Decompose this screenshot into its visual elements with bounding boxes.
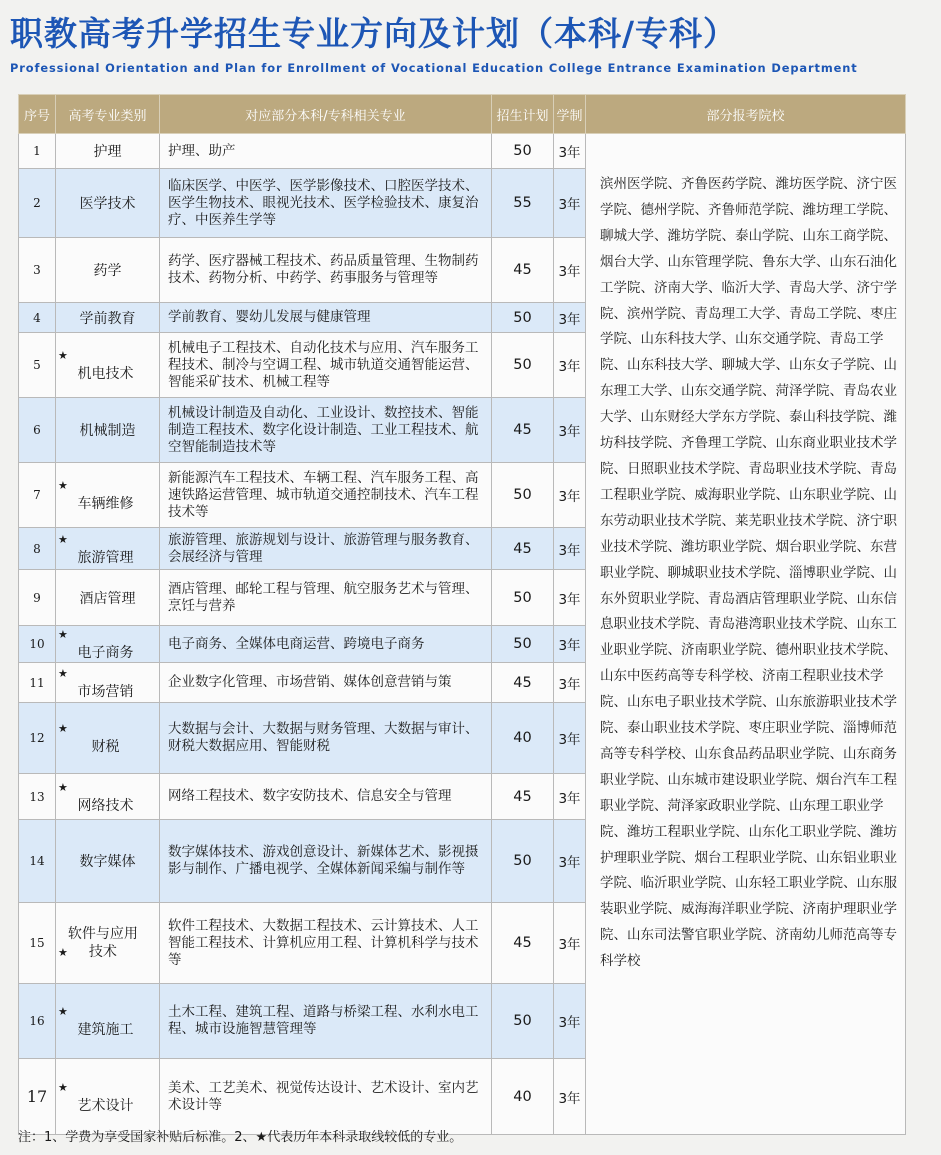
row-majors: 电子商务、全媒体电商运营、跨境电子商务	[160, 626, 492, 663]
row-plan: 50	[492, 626, 554, 663]
row-majors: 美术、工艺美术、视觉传达设计、艺术设计、室内艺术设计等	[160, 1059, 492, 1135]
row-majors: 机械设计制造及自动化、工业设计、数控技术、智能制造工程技术、数字化设计制造、工业工程技术、航空智能制造技术等	[160, 398, 492, 463]
row-plan: 50	[492, 463, 554, 528]
row-category	[56, 1059, 160, 1135]
category-label: 艺术设计	[77, 1097, 134, 1114]
row-plan: 45	[492, 774, 554, 820]
row-category	[56, 333, 160, 398]
page-subtitle: Professional Orientation and Plan for Enrollment of Vocational Education College Entrance Examination Department	[10, 61, 858, 75]
row-plan: 50	[492, 984, 554, 1059]
row-category	[56, 663, 160, 703]
row-years: 3年	[554, 398, 586, 463]
row-majors: 大数据与会计、大数据与财务管理、大数据与审计、财税大数据应用、智能财税	[160, 703, 492, 774]
footnote: 注：1、学费为享受国家补贴后标准。2、★代表历年本科录取线较低的专业。	[18, 1130, 463, 1145]
category-label: 建筑施工	[77, 1022, 134, 1038]
row-number: 11	[19, 663, 56, 703]
row-majors: 护理、助产	[160, 134, 492, 169]
category-label: 机电技术	[77, 366, 134, 382]
row-years: 3年	[554, 820, 586, 903]
row-majors: 新能源汽车工程技术、车辆工程、汽车服务工程、高速铁路运营管理、城市轨道交通控制技术、汽车工程技术等	[160, 463, 492, 528]
row-majors: 网络工程技术、数字安防技术、信息安全与管理	[160, 774, 492, 820]
row-majors: 药学、医疗器械工程技术、药品质量管理、生物制药技术、药物分析、中药学、药事服务与管理等	[160, 238, 492, 303]
header-category: 高考专业类别	[56, 95, 160, 134]
row-category	[56, 703, 160, 774]
row-category	[56, 626, 160, 663]
page-title: 职教高考升学招生专业方向及计划（本科/专科）	[10, 14, 738, 53]
row-plan: 45	[492, 238, 554, 303]
category-label: 电子商务	[77, 645, 134, 661]
row-majors: 临床医学、中医学、医学影像技术、口腔医学技术、医学生物技术、眼视光技术、医学检验技术、康复治疗、中医养生学等	[160, 169, 492, 238]
row-category	[56, 134, 160, 169]
row-majors: 土木工程、建筑工程、道路与桥梁工程、水利水电工程、城市设施智慧管理等	[160, 984, 492, 1059]
category-label: 学前教育	[79, 310, 136, 327]
row-plan: 50	[492, 303, 554, 333]
star-icon: ★	[58, 628, 68, 641]
row-number: 9	[19, 570, 56, 626]
row-years: 3年	[554, 663, 586, 703]
header-majors: 对应部分本科/专科相关专业	[160, 95, 492, 134]
row-category	[56, 903, 160, 984]
row-years: 3年	[554, 333, 586, 398]
row-majors: 酒店管理、邮轮工程与管理、航空服务艺术与管理、烹饪与营养	[160, 570, 492, 626]
star-icon: ★	[58, 1080, 68, 1094]
category-label: 旅游管理	[77, 549, 134, 566]
row-category	[56, 398, 160, 463]
row-category	[56, 169, 160, 238]
star-icon: ★	[58, 666, 68, 680]
row-number: 2	[19, 169, 56, 238]
category-label: 财税	[91, 739, 120, 755]
row-plan: 50	[492, 570, 554, 626]
header-schools: 部分报考院校	[586, 95, 906, 134]
row-plan: 50	[492, 820, 554, 903]
row-majors: 企业数字化管理、市场营销、媒体创意营销与策	[160, 663, 492, 703]
row-years: 3年	[554, 774, 586, 820]
row-years: 3年	[554, 626, 586, 663]
row-plan: 45	[492, 663, 554, 703]
row-years: 3年	[554, 528, 586, 570]
row-number: 5	[19, 333, 56, 398]
row-majors: 旅游管理、旅游规划与设计、旅游管理与服务教育、会展经济与管理	[160, 528, 492, 570]
category-label: 软件与应用技术	[67, 926, 138, 960]
row-majors: 数字媒体技术、游戏创意设计、新媒体艺术、影视摄影与制作、广播电视学、全媒体新闻采编与制作等	[160, 820, 492, 903]
category-label: 市场营销	[77, 683, 134, 700]
row-years: 3年	[554, 238, 586, 303]
row-number: 1	[19, 134, 56, 169]
table-header-row	[19, 95, 906, 134]
category-label: 护理	[93, 144, 122, 160]
category-label: 数字媒体	[79, 854, 136, 870]
table-row	[19, 134, 906, 169]
row-plan: 40	[492, 1059, 554, 1135]
schools-list: 滨州医学院、齐鲁医药学院、潍坊医学院、济宁医学院、德州学院、齐鲁师范学院、潍坊理工学院、聊城大学、潍坊学院、泰山学院、山东工商学院、烟台大学、山东管理学院、鲁东大学、山东石油化工学院、济南大学、临沂大学、青岛大学、济宁学院、滨州学院、青岛理工大学、青岛工学院、枣庄学院、山东科技大学、山东交通学院、青岛工学院、山东科技大学、聊城大学、山东女子学院、山东理工大学、山东交通学院、菏泽学院、青岛农业大学、山东财经大学东方学院、泰山科技学院、潍坊科技学院、齐鲁理工学院、山东商业职业技术学院、日照职业技术学院、青岛职业技术学院、青岛工程职业学院、威海职业学院、山东职业学院、山东劳动职业技术学院、莱芜职业技术学院、济宁职业技术学院、潍坊职业学院、烟台职业学院、东营职业学院、聊城职业技术学院、淄博职业学院、山东外贸职业学院、青岛酒店管理职业学院、山东信息职业技术学院、青岛港湾职业技术学院、山东工业职业学院、济南职业学院、德州职业技术学院、山东中医药高等专科学校、济南工程职业技术学院、山东电子职业技术学院、山东旅游职业技术学院、泰山职业技术学院、枣庄职业学院、淄博师范高等专科学校、山东食品药品职业学院、山东商务职业学院、山东城市建设职业学院、烟台汽车工程职业学院、菏泽家政职业学院、山东理工职业学院、潍坊工程职业学院、山东化工职业学院、潍坊护理职业学院、烟台工程职业学院、山东铝业职业学院、临沂职业学院、山东轻工职业学院、山东服装职业学院、威海海洋职业学院、济南护理职业学院、山东司法警官职业学院、济南幼儿师范高等专科学校	[586, 134, 906, 1135]
star-icon: ★	[58, 722, 68, 735]
row-majors: 软件工程技术、大数据工程技术、云计算技术、人工智能工程技术、计算机应用工程、计算机科学与技术等	[160, 903, 492, 984]
category-label: 网络技术	[77, 797, 134, 814]
star-icon: ★	[58, 946, 68, 959]
row-years: 3年	[554, 903, 586, 984]
row-plan: 50	[492, 333, 554, 398]
row-category	[56, 984, 160, 1059]
row-number: 14	[19, 820, 56, 903]
star-icon: ★	[58, 349, 68, 362]
row-years: 3年	[554, 169, 586, 238]
row-number: 17	[19, 1059, 56, 1135]
row-category	[56, 303, 160, 333]
row-majors: 机械电子工程技术、自动化技术与应用、汽车服务工程技术、制冷与空调工程、城市轨道交通智能运营、智能采矿技术、机械工程等	[160, 333, 492, 398]
row-category	[56, 570, 160, 626]
row-category	[56, 528, 160, 570]
row-plan: 45	[492, 903, 554, 984]
row-category	[56, 463, 160, 528]
row-number: 8	[19, 528, 56, 570]
category-label: 药学	[93, 263, 122, 279]
row-years: 3年	[554, 1059, 586, 1135]
star-icon: ★	[58, 780, 68, 794]
star-icon: ★	[58, 479, 68, 492]
row-number: 6	[19, 398, 56, 463]
row-plan: 55	[492, 169, 554, 238]
row-number: 3	[19, 238, 56, 303]
star-icon: ★	[58, 532, 68, 546]
star-icon: ★	[58, 1005, 68, 1018]
row-number: 4	[19, 303, 56, 333]
row-number: 12	[19, 703, 56, 774]
row-years: 3年	[554, 303, 586, 333]
row-majors: 学前教育、婴幼儿发展与健康管理	[160, 303, 492, 333]
category-label: 机械制造	[79, 423, 136, 439]
row-category	[56, 238, 160, 303]
category-label: 医学技术	[79, 196, 136, 212]
row-number: 7	[19, 463, 56, 528]
row-number: 10	[19, 626, 56, 663]
category-label: 酒店管理	[79, 590, 136, 607]
row-number: 16	[19, 984, 56, 1059]
category-label: 车辆维修	[77, 496, 134, 512]
header-no: 序号	[19, 95, 56, 134]
row-plan: 45	[492, 398, 554, 463]
row-number: 13	[19, 774, 56, 820]
enrollment-table	[18, 94, 906, 1135]
row-plan: 50	[492, 134, 554, 169]
row-plan: 40	[492, 703, 554, 774]
row-years: 3年	[554, 463, 586, 528]
row-years: 3年	[554, 570, 586, 626]
header-plan: 招生计划	[492, 95, 554, 134]
row-plan: 45	[492, 528, 554, 570]
row-years: 3年	[554, 134, 586, 169]
row-category	[56, 774, 160, 820]
row-years: 3年	[554, 703, 586, 774]
row-number: 15	[19, 903, 56, 984]
row-years: 3年	[554, 984, 586, 1059]
header-years: 学制	[554, 95, 586, 134]
row-category	[56, 820, 160, 903]
